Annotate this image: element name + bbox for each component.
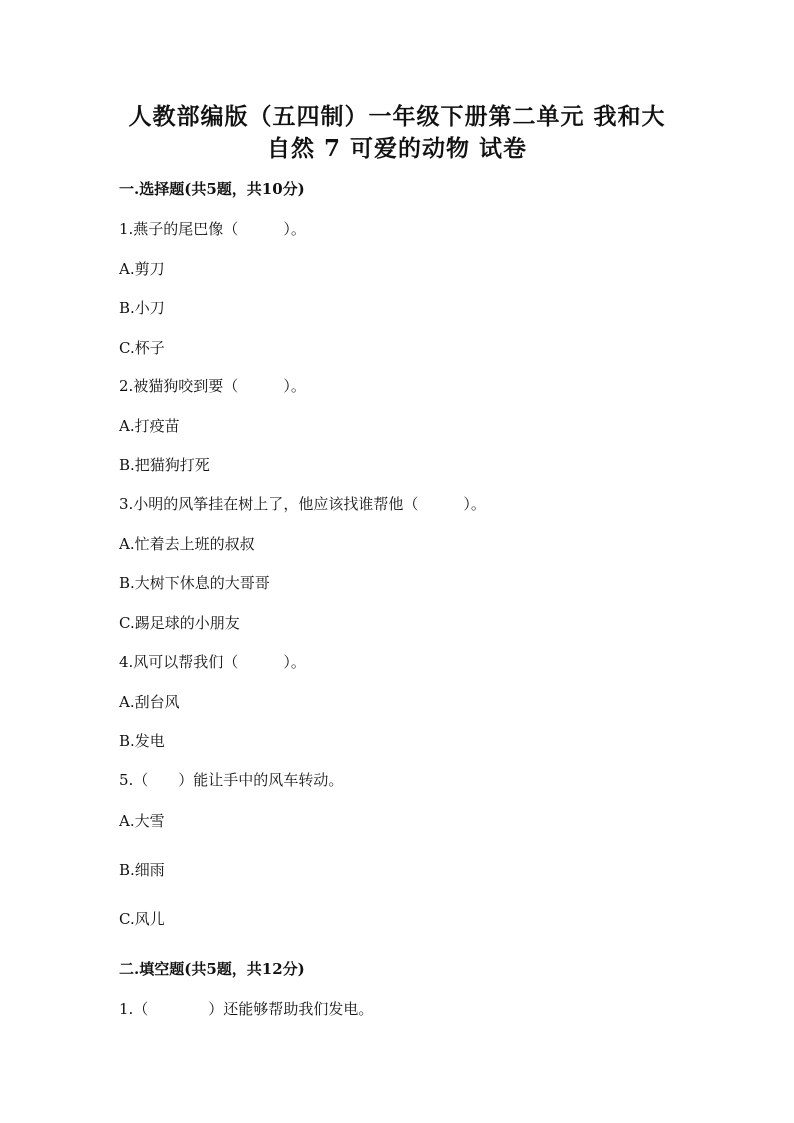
question-option: B.大树下休息的大哥哥	[119, 574, 270, 592]
question-option: B.细雨	[119, 861, 165, 879]
title-line-2: 自然 7 可爱的动物 试卷	[266, 135, 528, 162]
question-option: A.打疫苗	[119, 417, 180, 435]
question-option: B.小刀	[119, 299, 165, 317]
question-stem: 3.小明的风筝挂在树上了，他应该找谁帮他（ ）。	[119, 495, 486, 513]
question-stem: 1.（ ）还能够帮助我们发电。	[119, 1000, 374, 1018]
question-option: C.风儿	[119, 910, 165, 928]
question-option: B.发电	[119, 732, 165, 750]
question-option: A.刮台风	[119, 693, 180, 711]
question-option: C.杯子	[119, 339, 165, 357]
question-option: A.剪刀	[119, 260, 165, 278]
title-line-1: 人教部编版（五四制）一年级下册第二单元 我和大	[128, 103, 666, 130]
question-option: B.把猫狗打死	[119, 456, 210, 474]
question-option: C.踢足球的小朋友	[119, 614, 240, 632]
question-option: A.大雪	[119, 812, 165, 830]
section-heading-choice: 一.选择题(共5题，共10分)	[119, 180, 305, 198]
question-option: A.忙着去上班的叔叔	[119, 535, 255, 553]
question-stem: 4.风可以帮我们（ ）。	[119, 653, 306, 671]
question-stem: 2.被猫狗咬到要（ ）。	[119, 377, 306, 395]
question-stem: 5.（ ）能让手中的风车转动。	[119, 771, 344, 789]
question-stem: 1.燕子的尾巴像（ ）。	[119, 220, 306, 238]
section-heading-fill-blank: 二.填空题(共5题，共12分)	[119, 960, 305, 978]
